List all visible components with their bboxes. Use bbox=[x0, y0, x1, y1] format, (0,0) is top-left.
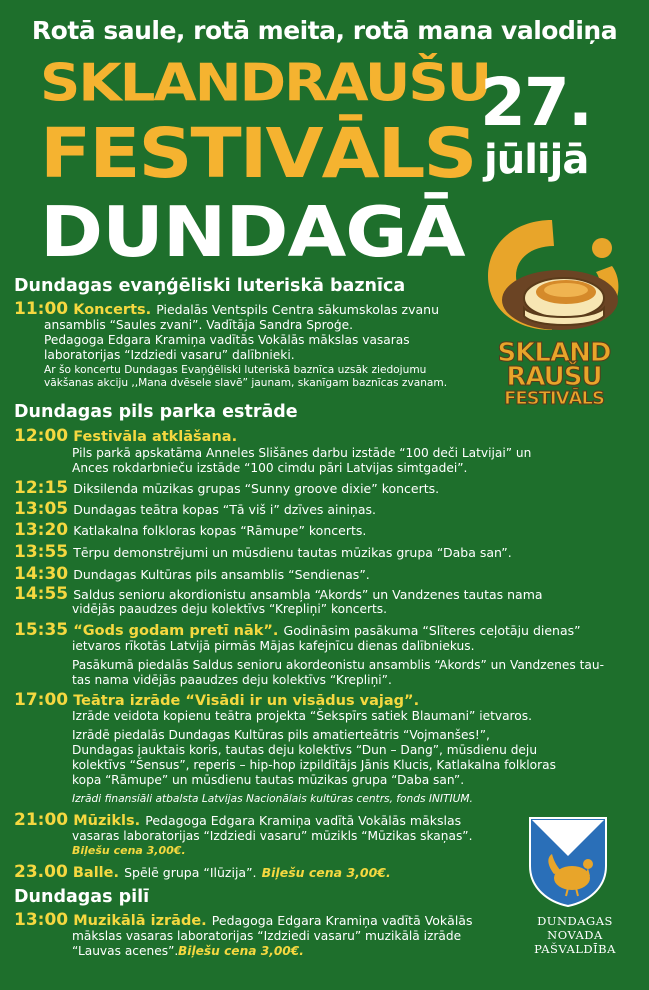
schedule-text: Dundagas Kultūras pils ansamblis “Sendienas”. bbox=[73, 567, 370, 582]
church-heading: Dundagas evaņģēliski luteriskā baznīca bbox=[14, 276, 406, 296]
festival-title-line2: FESTIVĀLS bbox=[40, 112, 476, 194]
schedule-event: “Gods godam pretī nāk”. bbox=[73, 623, 279, 639]
municipality-crest bbox=[528, 816, 608, 912]
logo-text-line2: RAUŠU bbox=[506, 362, 602, 392]
schedule-item bbox=[14, 520, 366, 540]
schedule-item bbox=[14, 542, 512, 562]
musical-line: vasaras laboratorijas “Izdziedi vasaru” mūzikls “Mūzikas skaņas”. bbox=[72, 829, 473, 843]
schedule-time: 13:00 bbox=[14, 910, 69, 930]
date-month: jūlijā bbox=[484, 137, 589, 183]
schedule-item bbox=[14, 499, 376, 519]
schedule-time: 12:15 bbox=[14, 478, 69, 498]
schedule-item bbox=[14, 426, 237, 446]
church-time: 11:00 bbox=[14, 299, 69, 319]
schedule-text: Katlakalna folkloras kopas “Rāmupe” koncerts. bbox=[73, 523, 367, 538]
logo-text-line3: FESTIVĀLS bbox=[504, 388, 604, 409]
schedule-text: Dundagas teātra kopas “Tā viš i” dzīves ainiņas. bbox=[73, 502, 376, 517]
schedule-time: 21:00 bbox=[14, 810, 69, 830]
schedule-event: Teātra izrāde “Visādi ir un visādus vajag”. bbox=[73, 693, 420, 709]
pie-logo-icon bbox=[474, 212, 634, 342]
schedule-time: 14:30 bbox=[14, 564, 69, 584]
date-number: 27. bbox=[480, 64, 591, 141]
castle-line: “Lauvas acenes”. bbox=[72, 944, 179, 958]
schedule-item bbox=[14, 564, 370, 584]
opening-line: Pils parkā apskatāma Anneles Slišānes darbu izstāde “100 deči Latvijai” un bbox=[72, 446, 532, 460]
schedule-item bbox=[14, 690, 419, 710]
tagline: Rotā saule, rotā meita, rotā mana valodiņa bbox=[31, 16, 618, 45]
municipality-line3: PAŠVALDĪBA bbox=[534, 942, 616, 956]
castle-heading: Dundagas pilī bbox=[14, 887, 150, 907]
schedule-item bbox=[14, 478, 439, 498]
castle-line: mākslas vasaras laboratorijas “Izdziedi vasaru” muzikālā izrāde bbox=[72, 929, 462, 943]
schedule-text: Spēlē grupa “Ilūzija”. bbox=[124, 865, 257, 880]
schedule-time: 13:20 bbox=[14, 520, 69, 540]
musical-price: Biļešu cena 3,00€. bbox=[72, 844, 186, 857]
schedule-text: Pedagoga Edgara Kramiņa vadītā Vokālās bbox=[211, 913, 473, 928]
church-line: Pedagoga Edgara Kramiņa vadītās Vokālās mākslas vasaras bbox=[44, 333, 410, 347]
schedule-event: Muzikālā izrāde. bbox=[73, 913, 207, 929]
schedule-time: 23.00 bbox=[14, 862, 68, 882]
akords-line: vidējās paaudzes deju kolektīvs “Krepliņi” koncerts. bbox=[72, 602, 387, 616]
schedule-event: Mūzikls. bbox=[73, 813, 141, 829]
festival-logo bbox=[474, 212, 634, 412]
church-line: vākšanas akciju ,,Mana dvēsele slavē” jaunam, skanīgam baznīcas zvanam. bbox=[44, 377, 448, 389]
schedule-text: Diksilenda mūzikas grupas “Sunny groove dixie” koncerts. bbox=[73, 481, 440, 496]
schedule-time: 15:35 bbox=[14, 620, 69, 640]
gods-line: Pasākumā piedalās Saldus senioru akordeonistu ansamblis “Akords” un Vandzenes tau- bbox=[72, 658, 604, 672]
schedule-event: Festivāla atklāšana. bbox=[73, 429, 238, 445]
theatre-line: Izrāde veidota kopienu teātra projekta “Šekspīrs satiek Blaumani” ietvaros. bbox=[72, 709, 532, 723]
schedule-text: Godināsim pasākuma “Slīteres ceļotāju dienas” bbox=[283, 623, 581, 638]
capercaillie-crest-icon bbox=[528, 816, 608, 908]
schedule-text: Tērpu demonstrējumi un mūsdienu tautas mūzikas grupa “Daba san”. bbox=[73, 545, 512, 560]
logo-text-line1: SKLAND bbox=[497, 338, 611, 368]
theatre-line: Izrādi finansiāli atbalsta Latvijas Nacionālais kultūras centrs, fonds INITIUM. bbox=[72, 793, 473, 805]
municipality-line1: DUNDAGAS bbox=[537, 914, 613, 928]
musical-item bbox=[14, 810, 461, 830]
church-line: Ar šo koncertu Dundagas Evaņģēliski luteriskā baznīca uzsāk ziedojumu bbox=[44, 364, 427, 376]
schedule-time: 13:55 bbox=[14, 542, 69, 562]
municipality-line2: NOVADA bbox=[547, 928, 603, 942]
theatre-line: kopa “Rāmupe” un mūsdienu tautas mūzikas grupa “Daba san”. bbox=[72, 773, 465, 787]
castle-event bbox=[14, 910, 472, 930]
church-line: Piedalās Ventspils Centra sākumskolas zvanu bbox=[156, 302, 440, 317]
church-event bbox=[14, 299, 439, 319]
festival-title-line3: DUNDAGĀ bbox=[40, 190, 465, 273]
schedule-text: Pedagoga Edgara Kramiņa vadītā Vokālās mākslas bbox=[145, 813, 462, 828]
church-line: ansamblis “Saules zvani”. Vadītāja Sandra Sproģe. bbox=[44, 318, 353, 332]
schedule-event: Balle. bbox=[72, 865, 119, 881]
ball-item bbox=[14, 862, 391, 882]
castle-price: Biļešu cena 3,00€. bbox=[178, 944, 304, 958]
church-line: laboratorijas “Izdziedi vasaru” dalībnieki. bbox=[44, 348, 295, 362]
theatre-line: Dundagas jauktais koris, tautas deju kolektīvs “Dun – Dang”, mūsdienu deju bbox=[72, 743, 538, 757]
schedule-item bbox=[14, 620, 581, 640]
festival-title-line1: SKLANDRAUŠU bbox=[40, 53, 491, 114]
ball-price: Biļešu cena 3,00€. bbox=[261, 865, 391, 880]
schedule-time: 17:00 bbox=[14, 690, 69, 710]
gods-line: ietvaros rīkotās Latvijā pirmās Mājas kafejnīcu dienas dalībniekus. bbox=[72, 639, 475, 653]
theatre-line: Izrādē piedalās Dundagas Kultūras pils amatierteātris “Vojmanšes!”, bbox=[72, 728, 490, 742]
gods-line: tas nama vidējās paaudzes deju kolektīvs “Krepliņi”. bbox=[72, 673, 392, 687]
schedule-text: Saldus senioru akordionistu ansambļa “Akords” un Vandzenes tautas nama bbox=[73, 587, 543, 602]
church-event-title: Koncerts. bbox=[73, 302, 152, 318]
schedule-item bbox=[14, 584, 543, 604]
theatre-line: kolektīvs “Šensus”, reperis – hip-hop izpildītājs Jānis Klucis, Katlakalna folkloras bbox=[72, 758, 556, 772]
schedule-time: 12:00 bbox=[14, 426, 69, 446]
opening-line: Ances rokdarbnieču izstāde “100 cimdu pāri Latvijas simtgadei”. bbox=[72, 461, 468, 475]
park-heading: Dundagas pils parka estrāde bbox=[14, 402, 298, 422]
schedule-time: 13:05 bbox=[14, 499, 69, 519]
schedule-time: 14:55 bbox=[14, 584, 69, 604]
